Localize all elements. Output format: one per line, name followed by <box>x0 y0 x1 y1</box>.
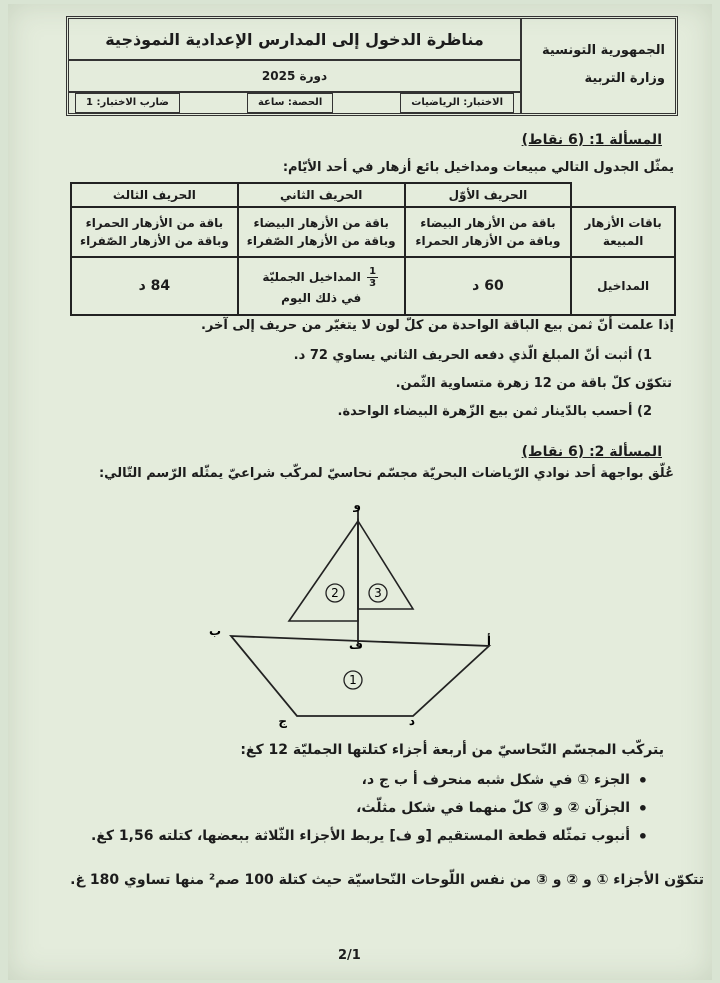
sailboat-figure <box>208 498 503 729</box>
mast-base-label: ف <box>349 638 363 652</box>
customer-3-header: الحريف الثالث <box>71 183 238 207</box>
income-2-suffix: في ذلك اليوم <box>281 290 362 305</box>
exam-subject: الاختبار: الرياضيات <box>400 93 514 113</box>
problem1-note: إذا علمت أنّ ثمن بيع الباقة الواحدة من كلّ لون لا يتغيّر من حريف إلى آخر. <box>200 318 674 333</box>
income-cell-2 <box>238 257 405 315</box>
exam-coefficient: ضارب الاختبار: 1 <box>75 93 180 113</box>
problem1-q2: 2) أحسب بالدّينار ثمن بيع الزّهرة البيضاء الواحدة. <box>337 404 652 419</box>
row-header-sold: باقات الأزهار المبيعة <box>571 207 675 257</box>
income-cell-3: 84 د <box>71 257 238 315</box>
problem1-title: المسألة 1: (6 نقاط) <box>521 132 662 148</box>
list-item: • الجزآن ② و ③ كلّ منهما في شكل مثلّث، <box>91 800 652 816</box>
vertex-right-label: أ <box>486 634 491 648</box>
sold-cell-3: باقة من الأزهار الحمراء وباقة من الأزهار الصّفراء <box>71 207 238 257</box>
problem2-intro: عُلّق بواجهة أحد نوادي الرّياضات البحريّة مجسّم نحاسيّ لمركّب شراعيّ يمثّله الرّسم التّالي: <box>98 466 674 481</box>
exam-header <box>66 16 678 116</box>
sold-cell-2: باقة من الأزهار البيضاء وباقة من الأزهار الصّفراء <box>238 207 405 257</box>
problem2-last-line: تتكوّن الأجزاء ① و ② و ③ من نفس اللّوحات النّحاسيّة حيث كتلة 100 صم² منها تساوي 180 غ. <box>70 872 704 888</box>
row-header-income: المداخيل <box>571 257 675 315</box>
page-number: 2/1 <box>338 948 361 963</box>
sail-part2 <box>289 521 358 621</box>
problem2-parts-list <box>91 772 652 856</box>
problem2-title: المسألة 2: (6 نقاط) <box>521 444 662 460</box>
part2-number: 2 <box>331 586 339 600</box>
exam-duration: الحصة: ساعة <box>247 93 333 113</box>
table-corner <box>571 183 675 207</box>
customer-1-header: الحريف الأوّل <box>405 183 572 207</box>
customer-2-header: الحريف الثاني <box>238 183 405 207</box>
income-2-prefix: المداخيل الجمليّة <box>262 269 361 284</box>
sales-table <box>70 182 676 316</box>
vertex-bottom-left-label: ج <box>278 714 287 728</box>
problem1-intro: يمثّل الجدول التالي مبيعات ومداخيل بائع أزهار في أحد الأيّام: <box>282 160 674 175</box>
exam-title: مناظرة الدخول إلى المدارس الإعدادية النموذجية <box>69 19 520 61</box>
vertex-bottom-right-label: د <box>408 714 415 728</box>
problem2-composition: يتركّب المجسّم النّحاسيّ من أربعة أجزاء كتلتها الجمليّة 12 كغ: <box>240 742 664 758</box>
exam-details-row <box>69 93 520 113</box>
header-institution <box>520 19 675 113</box>
list-item: • أنبوب تمثّله قطعة المستقيم [و ف] يربط الأجزاء الثّلاثة ببعضها، كتلته 1,56 كغ. <box>91 828 652 844</box>
part1-number: 1 <box>349 673 357 687</box>
income-cell-1: 60 د <box>405 257 572 315</box>
income-fraction: $\frac{1}{3}$ <box>369 265 377 289</box>
part3-number: 3 <box>374 586 382 600</box>
list-item: • الجزء ① في شكل شبه منحرف أ ب ج د، <box>91 772 652 788</box>
problem1-info: تتكوّن كلّ باقة من 12 زهرة متساوية الثّمن. <box>395 376 672 391</box>
sold-cell-1: باقة من الأزهار البيضاء وباقة من الأزهار الحمراء <box>405 207 572 257</box>
vertex-left-label: ب <box>208 624 221 638</box>
country-label: الجمهورية التونسية <box>541 43 665 58</box>
ministry-label: وزارة التربية <box>584 71 665 86</box>
exam-session: دورة 2025 <box>69 61 520 93</box>
problem1-q1: 1) أثبت أنّ المبلغ الّذي دفعه الحريف الثاني يساوي 72 د. <box>293 348 652 363</box>
vertex-top-label: و <box>353 498 361 512</box>
sail-part3 <box>358 521 413 609</box>
exam-paper <box>8 4 712 980</box>
